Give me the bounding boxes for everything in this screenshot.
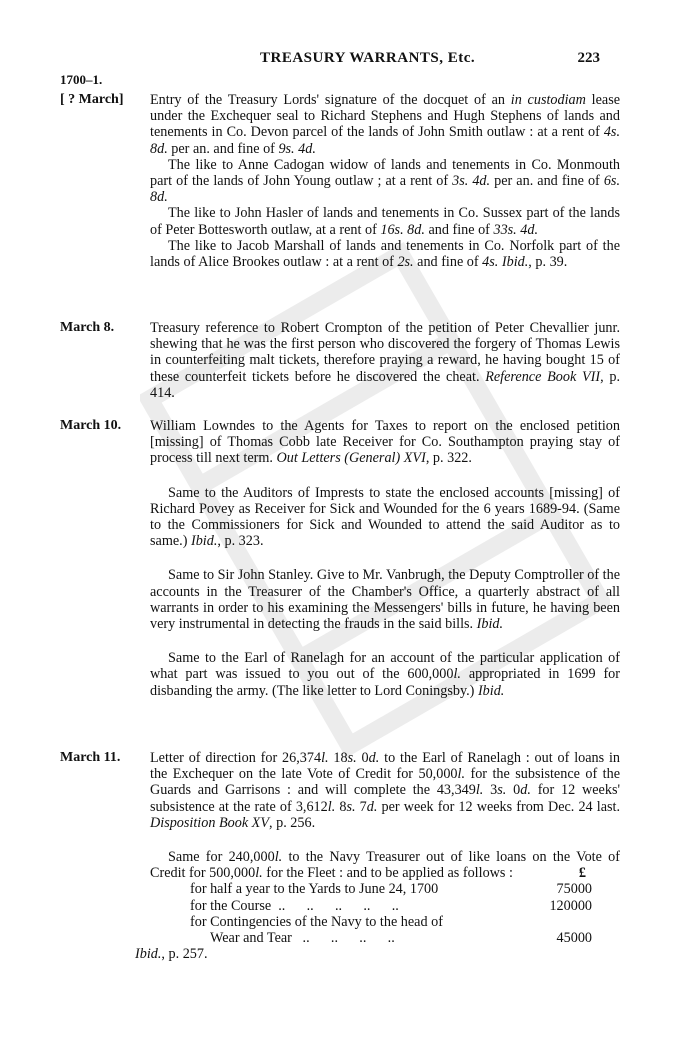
table-row — [150, 898, 620, 914]
allocation-table — [150, 865, 620, 946]
paragraph: The like to Jacob Marshall of lands and tenements in Co. Norfolk part of the lands of Alice Brookes outlaw : at a rent of 2s. and fine of 4s. Ibid., p. 39. — [150, 237, 620, 271]
row-label: for Contingencies of the Navy to the head of — [190, 913, 443, 930]
paragraph: Letter of direction for 26,374l. 18s. 0d. to the Earl of Ranelagh : out of loans in the Exchequer on the late Vote of Credit for 50,000l. for the subsistence of the Guards and Garrisons : and will complete the 43,349l. 3s. 0d. for 12 weeks' subsistence at the rate of 3,612l. 8s. 7d. per week for 12 weeks from Dec. 24 last. Disposition Book XV, p. 256. — [150, 750, 621, 831]
entry — [60, 320, 620, 401]
row-label: for the Course .. .. .. .. .. — [190, 897, 399, 914]
entry — [60, 92, 620, 270]
row-amount: 120000 — [549, 897, 592, 914]
paragraph: The like to Anne Cadogan widow of lands and tenements in Co. Monmouth part of the lands of John Young outlaw ; at a rent of 3s. 4d. per an. and fine of 6s. 8d. — [150, 156, 620, 206]
entry-body — [150, 92, 620, 270]
paragraph: Same to Sir John Stanley. Give to Mr. Vanbrugh, the Deputy Comptroller of the accounts in the Treasurer of the Chamber's Office, a quarterly abstract of all warrants in order to his examining the Messengers' bills in future, he having been very instrumental in detecting the frauds in the said bills. Ibid. — [150, 567, 620, 633]
page-number: 223 — [577, 50, 600, 66]
entry-body — [150, 750, 620, 946]
entry-date: [ ? March] — [60, 92, 124, 107]
currency-symbol: £ — [578, 865, 586, 882]
table-currency-row — [150, 865, 620, 881]
entry — [60, 750, 620, 962]
row-label: Wear and Tear .. .. .. .. — [210, 929, 395, 946]
entry-body — [150, 320, 620, 401]
row-label: for half a year to the Yards to June 24, 1700 — [190, 881, 439, 898]
paragraph: Treasury reference to Robert Crompton of the petition of Peter Chevallier junr. shewing that he was the first person who discovered the forgery of Thomas Lewis in counterfeiting malt tickets, therefore praying a reward, he having bought 15 of these counterfeit tickets before he discovered the cheat. Reference Book VII, p. 414. — [150, 320, 620, 401]
paragraph: Entry of the Treasury Lords' signature of the docquet of an in custodiam lease under the Exchequer seal to Richard Stephens and Hugh Stephens of lands and tenements in Co. Devon parcel of the lands of John Smith outlaw : at a rent of 4s. 8d. per an. and fine of 9s. 4d. — [150, 92, 621, 157]
entry-body — [150, 418, 620, 699]
entry-date: March 11. — [60, 750, 121, 765]
entry — [60, 418, 620, 699]
table-citation: Ibid., p. 257. — [135, 946, 208, 963]
running-title: TREASURY WARRANTS, Etc. — [260, 50, 476, 66]
table-row — [150, 914, 620, 930]
row-amount: 75000 — [556, 881, 592, 898]
running-header — [60, 50, 600, 74]
entry-date: March 8. — [60, 320, 115, 335]
paragraph: The like to John Hasler of lands and tenements in Co. Sussex part of the lands of Peter Bottesworth outlaw, at a rent of 16s. 8d. and fine of 33s. 4d. — [150, 205, 620, 238]
paragraph: Same to the Auditors of Imprests to state the enclosed accounts [missing] of Richard Povey as Receiver for Sick and Wounded for the 6 years 1689-94. (Same to the Commissioners for Sick and Wounded to attend the said Auditor as to same.) Ibid., p. 323. — [150, 484, 620, 550]
paragraph: Same for 240,000l. to the Navy Treasurer out of like loans on the Vote of Credit for 500,000l. for the Fleet : and to be applied as follows : — [150, 849, 620, 882]
year-label: 1700–1. — [60, 72, 103, 87]
entry-date: March 10. — [60, 418, 122, 433]
table-row — [150, 881, 620, 897]
paragraph: Same to the Earl of Ranelagh for an account of the particular application of what part was issued to you out of the 600,000l. appropriated in 1699 for disbanding the army. (The like letter to Lord Coningsby.) Ibid. — [150, 650, 620, 699]
table-row — [150, 930, 620, 946]
row-amount: 45000 — [556, 929, 592, 946]
paragraph: William Lowndes to the Agents for Taxes to report on the enclosed petition [missing] of Thomas Cobb late Receiver for Co. Southampton praying stay of process till next term. Out Letters (General) XVI, p. 322. — [150, 418, 620, 467]
